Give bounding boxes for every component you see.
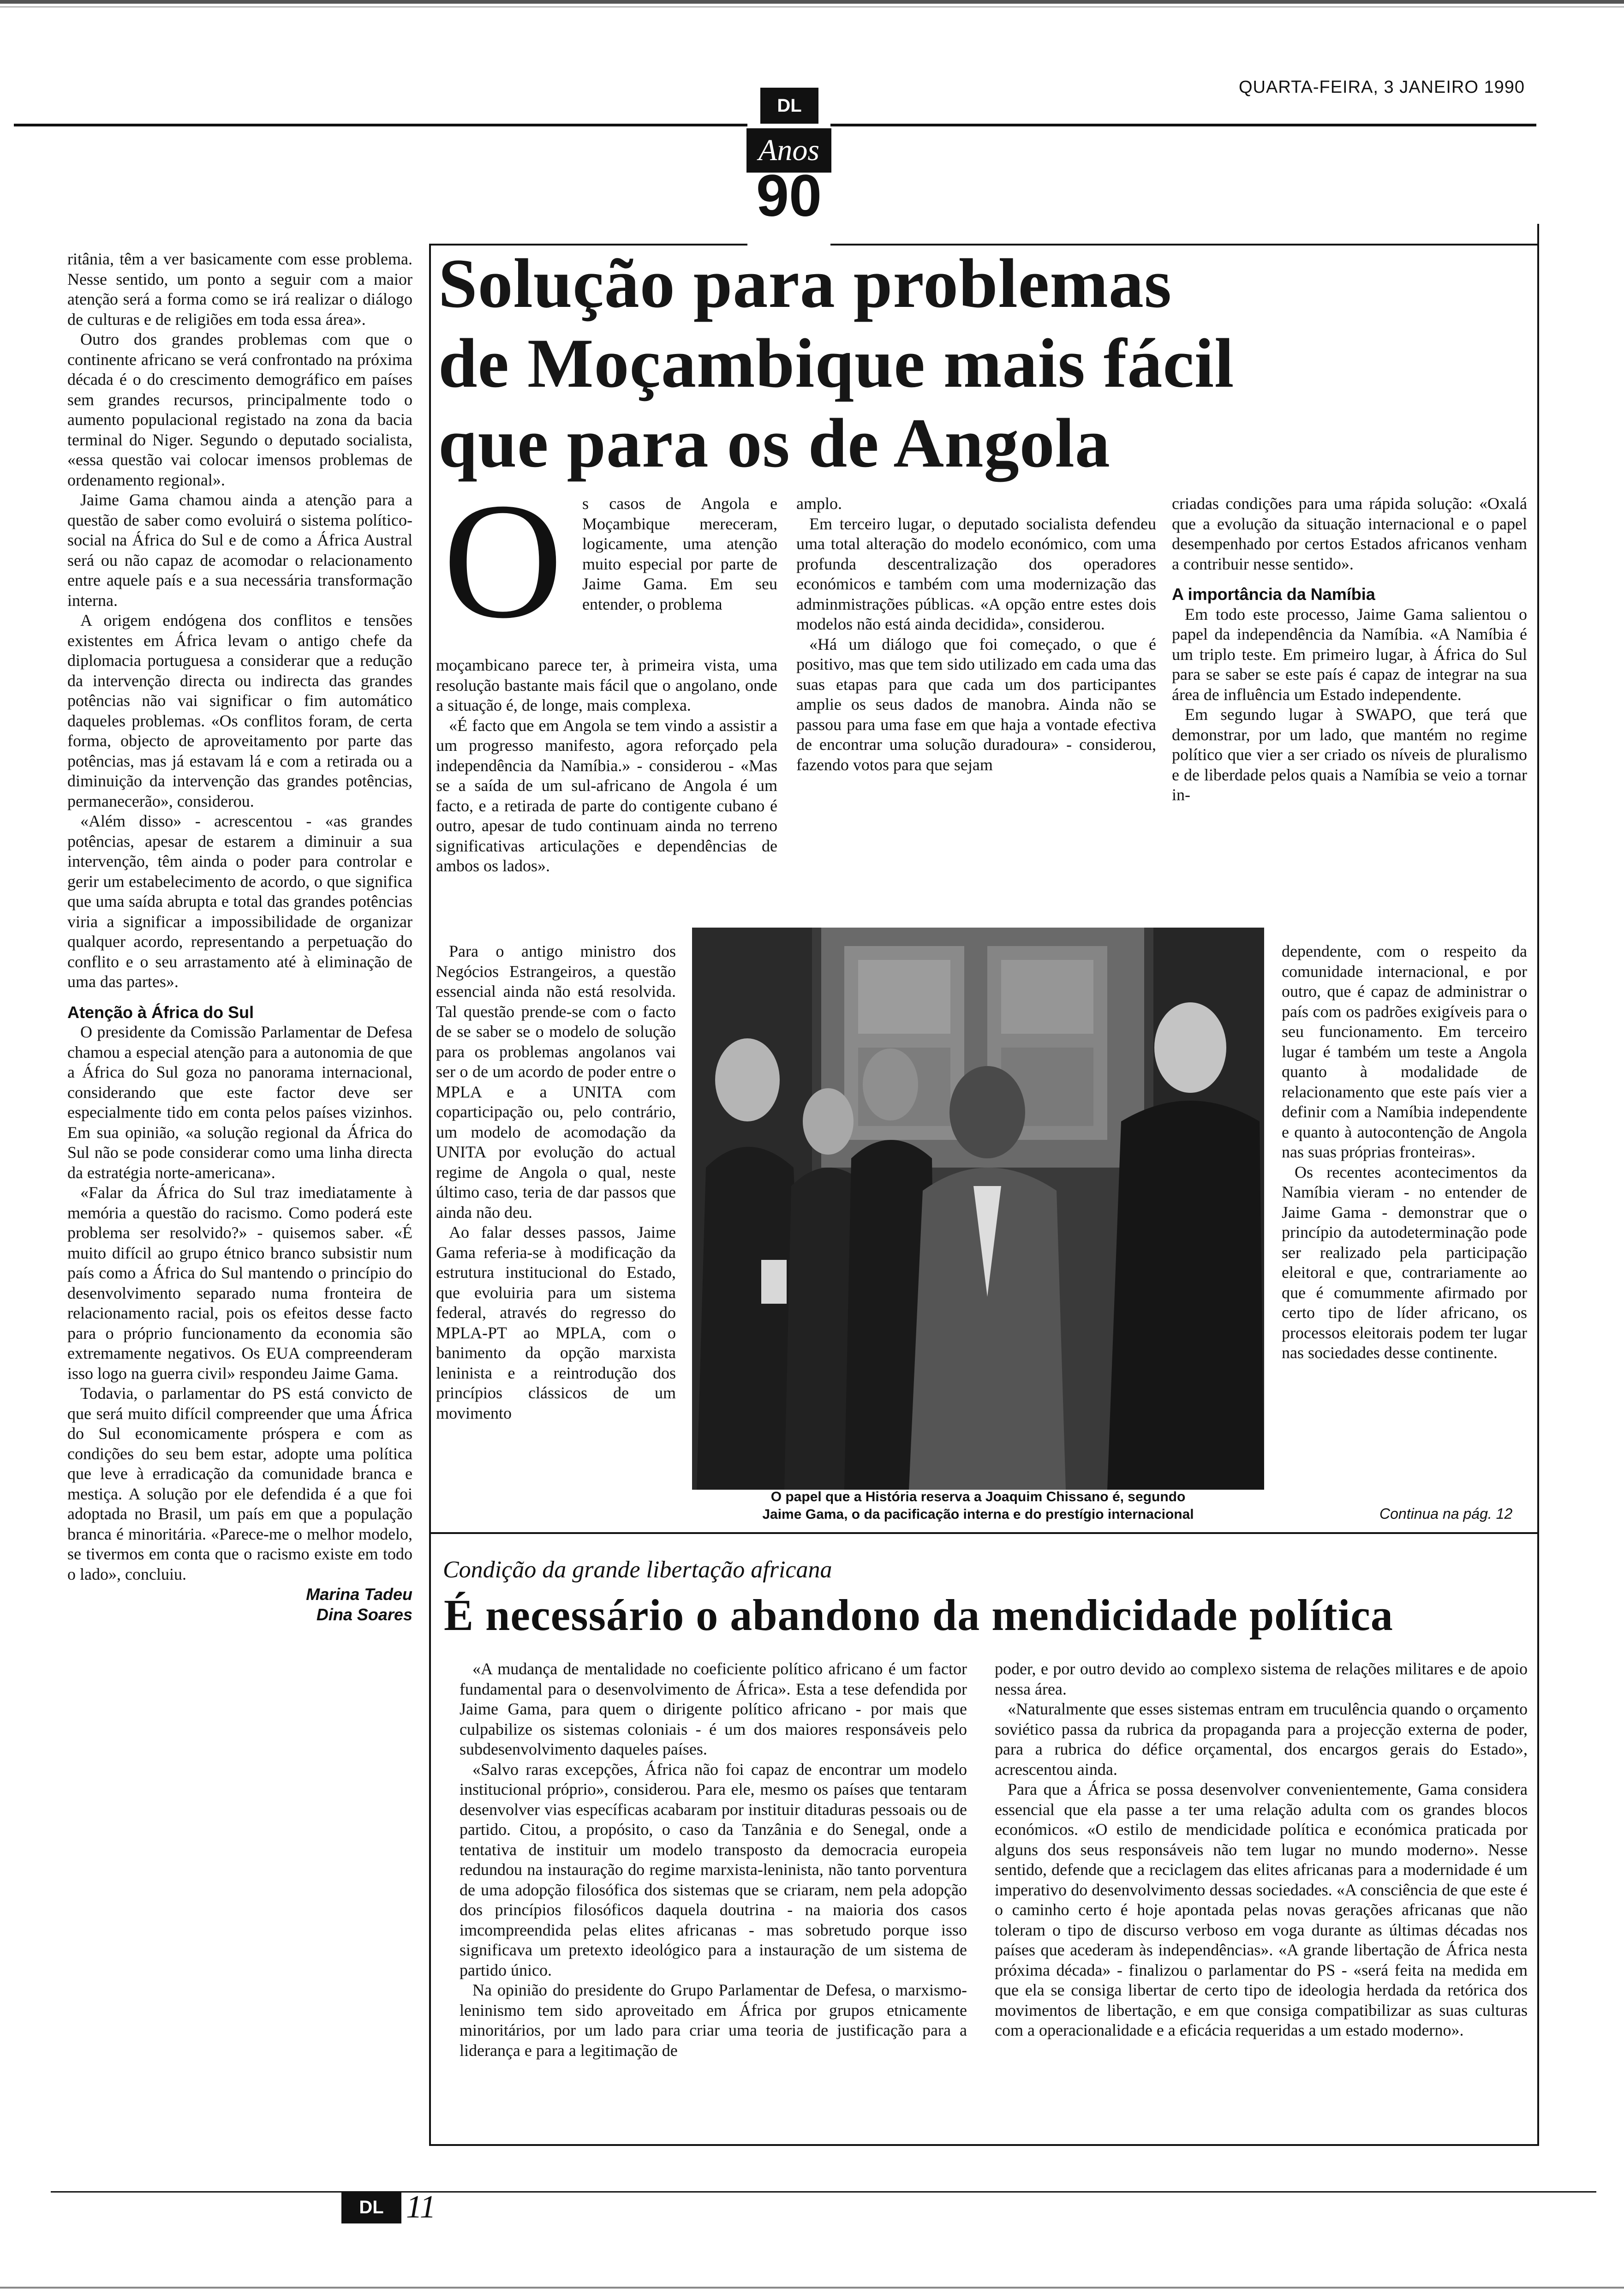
paragraph: ritânia, têm a ver basicamente com esse problema. Nesse sentido, um ponto a seguir com a maior atenção será a forma como se irá realizar o diálogo de culturas e de religiões em toda essa área». [67, 250, 412, 329]
headline-line-3: que para os de Angola [438, 404, 1111, 482]
paragraph: Todavia, o parlamentar do PS está convicto de que será muito difícil compreender que uma África do Sul economicamente próspera e com as condições do seu bem estar, adopte uma política que leve à erradicação da comunidade branca e mestiça. A solução por ele defendida é a que foi adoptada no Brasil, um país em que a população branca é minoritária. «Parece-me o melhor modelo, se tivermos em conta que o racismo existe em todo o lado», concluiu. [67, 1384, 412, 1583]
issue-date: QUARTA-FEIRA, 3 JANEIRO 1990 [1239, 78, 1525, 97]
footer-rule [51, 2191, 1596, 2193]
continued-on-page: Continua na pág. 12 [1379, 1505, 1513, 1522]
paragraph: Em todo este processo, Jaime Gama salientou o papel da independência da Namíbia. «A Namíbia é um triplo teste. Em primeiro lugar, à África do Sul para se saber se este país é capaz de integrar na sua área de influência um Estado independente. [1172, 605, 1527, 704]
paragraph: Os recentes acontecimentos da Namíbia vieram - no entender de Jaime Gama - demonstrar que o princípio da autodeterminação pode ser realizado pela participação eleitoral e que, contrariamente ao que é comummente afirmado por certo tipo de líder africano, os processos eleitorais podem ter lugar nas sociedades desse continente. [1282, 1162, 1527, 1362]
article-frame-right [1537, 224, 1539, 1532]
article-column-4-lower [1282, 941, 1527, 1363]
caption-line-2: Jaime Gama, o da pacificação interna e do prestígio internacional [762, 1507, 1194, 1522]
photo-illustration [692, 928, 1264, 1490]
paragraph: Ao falar desses passos, Jaime Gama referia-se à modificação da estrutura institucional do Estado, que evoluiria para um sistema federal, através do regresso do MPLA-PT ao MPLA, com o banimento da opção marxista leninista e a reintrodução dos princípios clássicos de um movimento [436, 1223, 676, 1422]
paragraph: Na opinião do presidente do Grupo Parlamentar de Defesa, o marxismo-leninismo tem sido aproveitado em África por grupos etnicamente minoritários, por um lado para criar uma teoria de justificação para a liderança e para a legitimação de [460, 1981, 967, 2060]
lead-paragraph: s casos de Angola e Moçambique mereceram, logicamente, uma atenção muito especial por parte de Jaime Gama. Em seu entender, o problema [582, 494, 777, 613]
anos-label: Anos [746, 128, 831, 173]
news-photo-chissano [692, 928, 1264, 1490]
subheading-namibia: A importância da Namíbia [1172, 585, 1375, 604]
paragraph: poder, e por outro devido ao complexo sistema de relações militares e de apoio nessa área. [995, 1660, 1528, 1698]
paragraph: moçambicano parece ter, à primeira vista, uma resolução bastante mais fácil que o angolano, onde a situação é, de longe, mais complexa. [436, 656, 777, 714]
subheading-africa-do-sul: Atenção à África do Sul [67, 1002, 254, 1022]
paragraph: O presidente da Comissão Parlamentar de Defesa chamou a especial atenção para a autonomia de que a África do Sul goza no panorama internacional, considerando que este factor deve ser especialmente tido em conta pelos países vizinhos. Em sua opinião, «a solução regional da África do Sul não se pode considerar como uma linha directa da estratégia norte-americana». [67, 1023, 412, 1182]
top-edge-rule-thin [0, 6, 1624, 7]
paragraph: «É facto que em Angola se tem vindo a assistir a um progresso manifesto, agora reforçado pela independência da Namíbia.» - considerou - «Mas se a saída de um sul-africano de Angola é um facto, e a retirada de parte do contigente cubano é outro, apesar de tudo continuam ainda no terreno significativas articulações e dependências de ambos os lados». [436, 716, 777, 875]
sidebar-kicker: Condição da grande libertação africana [443, 1557, 832, 1583]
caption-line-1: O papel que a História reserva a Joaquim Chissano é, segundo [770, 1489, 1186, 1504]
photo-caption [692, 1488, 1264, 1523]
paragraph: «Além disso» - acrescentou - «as grandes potências, apesar de estarem a diminuir a sua intervenção, têm ainda o poder para controlar e gerir um estabelecimento de acordo, o que significa que uma saída abrupta e total das grandes potências viria a significar a impossibilidade de organizar qualquer acordo, representando a perpetuação do conflito e o seu arrastamento até à eliminação de uma das partes». [67, 812, 412, 991]
paragraph: Em segundo lugar à SWAPO, que terá que demonstrar, por um lado, que mantém no regime político que vier a ser criado os níveis de pluralismo e de liberdade pelos quais a Namíbia se veio a tornar in- [1172, 705, 1527, 804]
paragraph: «Falar da África do Sul traz imediatamente à memória a questão do racismo. Como poderá este problema ser resolvido?» - quisemos saber. «É muito difícil ao grupo étnico branco subsistir num país como a África do Sul mantendo o princípio do desenvolvimento separado numa fronteira de relacionamento racial, pois os efeitos desse facto para o próprio funcionamento da economia são extremamente negativos. Os EUA compreenderam isso logo na guerra civil» respondeu Jaime Gama. [67, 1183, 412, 1383]
paragraph: «Há um diálogo que foi começado, o que é positivo, mas que tem sido utilizado em cada uma das suas etapas para que cada um dos participantes amplie os seus dados de manobra. Ainda não se passou para uma fase em que haja a vontade efectiva de encontrar uma solução duradoura» - considerou, fazendo votos para que sejam [796, 635, 1156, 774]
main-headline [438, 244, 1532, 483]
paragraph: Jaime Gama chamou ainda a atenção para a questão de saber como evoluirá o sistema político-social na África do Sul e de como a África Austral será ou não capaz de acomodar o relacionamento entre aquele país e a sua necessária transformação interna. [67, 491, 412, 610]
folio-logo: DL [341, 2191, 401, 2223]
paragraph: Em terceiro lugar, o deputado socialista defendeu uma total alteração do modelo económico, com uma profunda descentralização dos operadores económicos e também com uma modernização das adminmistrações públicas. «A opção entre estes dois modelos não está ainda decidida», considerou. [796, 514, 1156, 633]
dl-logo: DL [760, 88, 818, 124]
paragraph: dependente, com o respeito da comunidade internacional, e por outro, que é capaz de administrar o país com os padrões exigíveis para o seu funcionamento. Em terceiro lugar é também um teste a Angola quanto à modalidade de relacionamento que este país vier a definir com a Namíbia independente e quanto à autocontenção de Angola nas suas próprias fronteiras». [1282, 942, 1527, 1161]
paragraph: criadas condições para uma rápida solução: «Oxalá que a evolução da situação internacional e o papel desempenhado por certos Estados africanos venham a contribuir nesse sentido». [1172, 494, 1527, 573]
paragraph: amplo. [796, 494, 842, 513]
byline-marina-tadeu: Marina Tadeu [306, 1585, 412, 1604]
article-column-2 [436, 655, 777, 876]
paragraph: «Naturalmente que esses sistemas entram em truculência quando o orçamento soviético passa da rubrica da propaganda para a projecção externa de poder, para a rubrica do défice orçamental, dos encargos gerais do Estado», acrescentou ainda. [995, 1700, 1528, 1779]
page-number: 11 [406, 2189, 436, 2225]
article-column-3 [796, 494, 1156, 775]
paragraph: «A mudança de mentalidade no coeficiente político africano é um factor fundamental para o desenvolvimento de África». Esta a tese defendida por Jaime Gama, para quem o dirigente político africano - por mais que culpabilize os sistemas coloniais - é um dos maiores responsáveis pelo subdesenvolvimento daqueles países. [460, 1660, 967, 1758]
drop-cap: O [443, 468, 563, 653]
decade-90-label: 90 [756, 163, 822, 229]
paragraph: Outro dos grandes problemas com que o continente africano se verá confrontado na próxima década é o do crescimento demográfico em países sem grandes recursos, principalmente todo o aumento populacional registado na zona da bacia terminal do Niger. Segundo o deputado socialista, «essa questão vai colocar imensos problemas de ordenamento regional». [67, 330, 412, 489]
paragraph: «Salvo raras excepções, África não foi capaz de encontrar um modelo institucional próprio», considerou. Para ele, mesmo os países que tentaram desenvolver vias específicas acabaram por instituir ditaduras pessoais ou de partido. Citou, a propósito, o caso da Tanzânia e do Senegal, onde a tentativa de instituir um modelo transposto da democracia europeia redundou na instauração do regime marxista-leninista, não tanto porventura de uma adopção filosófica dos sistemas que se criaram, nem pela adopção dos princípios filosóficos daquela doutrina - na maioria dos casos imcompreendida pelas elites africanas - mas sobretudo porque isso significava um pretexto ideológico para a instauração de um sistema de partido único. [460, 1760, 967, 1979]
paragraph: A origem endógena dos conflitos e tensões existentes em África levam o antigo chefe da diplomacia portuguesa a considerar que a redução da intervenção directa ou indirecta das grandes potências não vai significar o fim automático daqueles problemas. «Os conflitos foram, de certa forma, objecto de aproveitamento por parte das potências, mas já estavam lá e com a retirada ou a diminuição da intervenção das grandes potências, permanecerão», considerou. [67, 611, 412, 810]
top-edge-rule [0, 0, 1624, 4]
headline-line-1: Solução para problemas [438, 245, 1172, 322]
headline-line-2: de Moçambique mais fácil [438, 324, 1235, 402]
article-column-2-lower [436, 941, 676, 1423]
article-column-1 [67, 249, 412, 1625]
sidebar-column-1 [460, 1659, 967, 2061]
article-frame-left [429, 245, 431, 1532]
paragraph: Para o antigo ministro dos Negócios Estrangeiros, a questão essencial ainda não está resolvida. Tal questão prende-se com o facto de se saber se o modelo de solução para os problemas angolanos vai ser o de um acordo de poder entre o MPLA e a UNITA com coparticipação ou, pelo contrário, um modelo de acomodação da UNITA por evolução do actual regime de Angola o qual, neste último caso, teria de dar passos que ainda não deu. [436, 942, 676, 1222]
sidebar-headline: É necessário o abandono da mendicidade política [444, 1590, 1393, 1640]
paragraph: Para que a África se possa desenvolver convenientemente, Gama considera essencial que ela passe a ter uma relação adulta com os grandes blocos económicos. «O estilo de mendicidade política e económica praticada por alguns dos seus responsáveis não tem lugar no mundo moderno». Nesse sentido, defende que a reciclagem das elites africanas para a modernidade é um imperativo do desenvolvimento dessas sociedades. «A consciência de que este é o caminho certo é hoje apontada pelas novas gerações africanas que não toleram o tipo de discurso verboso em voga durante as últimas décadas nos países que acederam às independências». «A grande libertação de África nesta próxima década» - finalizou o parlamentar do PS - «será feita na medida em que ela se consiga libertar de certo tipo de ideologia herdada da retórica dos movimentos de libertação, e em que consiga compatibilizar as suas culturas com a operacionalidade e a eficácia requeridas a um estado moderno». [995, 1780, 1528, 2039]
article-column-4 [1172, 494, 1527, 805]
sidebar-column-2 [995, 1659, 1528, 2041]
bottom-edge-rule [0, 2287, 1624, 2289]
byline-dina-soares: Dina Soares [316, 1605, 412, 1624]
